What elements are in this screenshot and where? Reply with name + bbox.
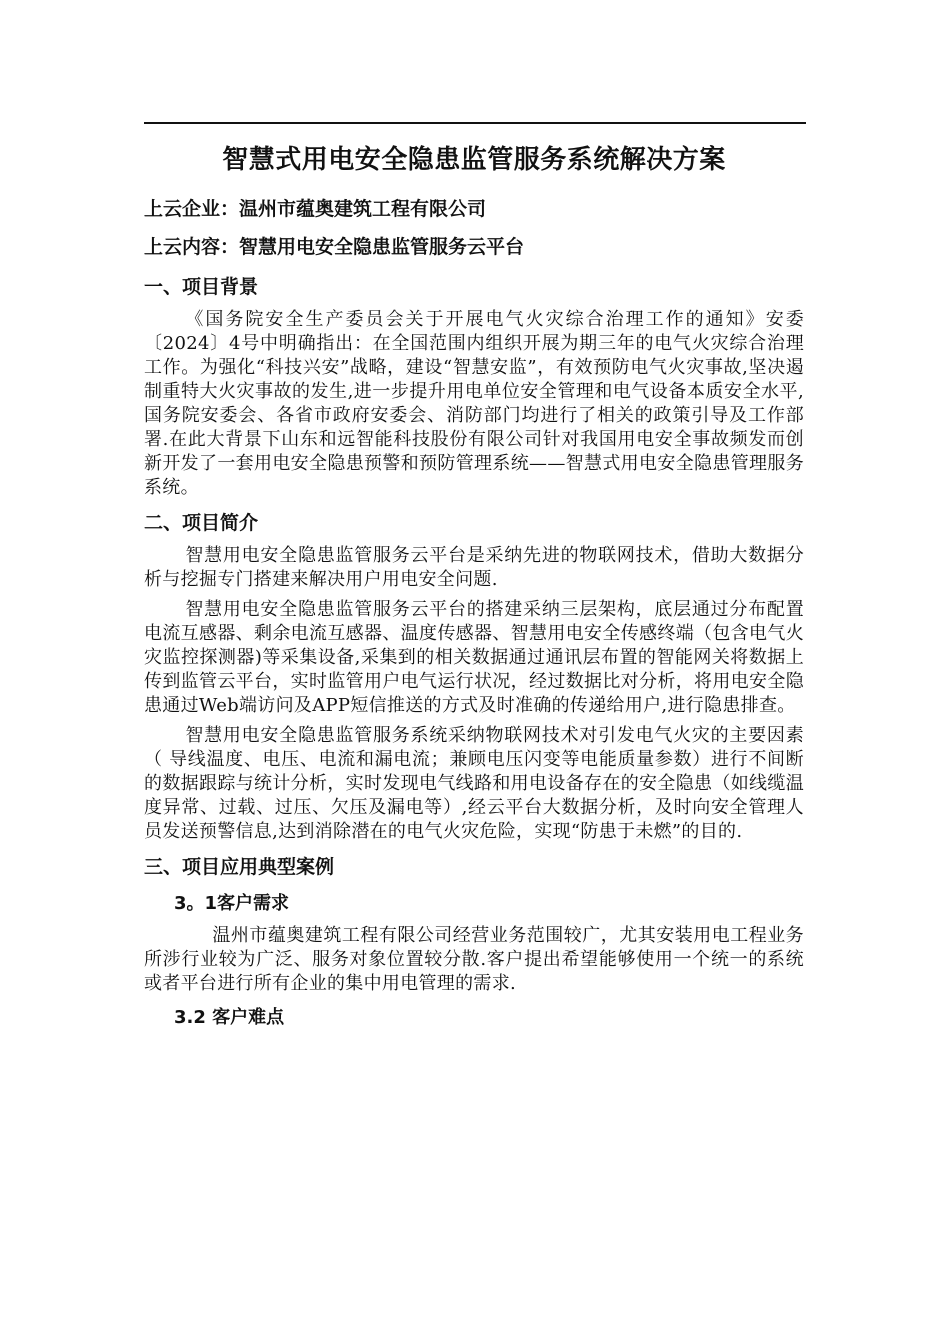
enterprise-value: 温州市蕴奥建筑工程有限公司 xyxy=(239,198,487,220)
section-heading-background: 一、项目背景 xyxy=(144,276,259,298)
customer-needs-paragraph: 温州市蕴奥建筑工程有限公司经营业务范围较广，尤其安装用电工程业务所涉行业较为广泛、服务对象位置较分散.客户提出希望能够使用一个统一的系统或者平台进行所有企业的集中用电管理的需求. xyxy=(144,925,804,994)
subheading-customer-difficulties: 3.2 客户难点 xyxy=(174,1007,285,1028)
intro-paragraph-2: 智慧用电安全隐患监管服务云平台的搭建采纳三层架构，底层通过分布配置电流互感器、剩余电流互感器、温度传感器、智慧用电安全传感终端（包含电气火灾监控探测器)等采集设备,采集到的相关数据通过通讯层布置的智能网关将数据上传到监管云平台，实时监管用户电气运行状况，经过数据比对分析，将用电安全隐患通过Web端访问及APP短信推送的方式及时准确的传递给用户,进行隐患排查。 xyxy=(144,599,804,716)
enterprise-label: 上云企业： xyxy=(144,198,240,220)
cloud-content-line xyxy=(144,232,804,262)
enterprise-line xyxy=(144,194,804,224)
background-paragraph: 《国务院安全生产委员会关于开展电气火灾综合治理工作的通知》安委〔2024〕4号中明确指出：在全国范围内组织开展为期三年的电气火灾综合治理工作。为强化“科技兴安”战略，建设“智慧安监”，有效预防电气火灾事故,坚决遏制重特大火灾事故的发生,进一步提升用电单位安全管理和电气设备本质安全水平,国务院安委会、各省市政府安委会、消防部门均进行了相关的政策引导及工作部署.在此大背景下山东和远智能科技股份有限公司针对我国用电安全事故频发而创新开发了一套用电安全隐患预警和预防管理系统——智慧式用电安全隐患管理服务系统。 xyxy=(144,309,804,498)
intro-paragraph-1: 智慧用电安全隐患监管服务云平台是采纳先进的物联网技术，借助大数据分析与挖掘专门搭建来解决用户用电安全问题. xyxy=(144,545,804,590)
section-heading-intro: 二、项目简介 xyxy=(144,512,259,534)
intro-paragraph-3: 智慧用电安全隐患监管服务系统采纳物联网技术对引发电气火灾的主要因素（ 导线温度、电压、电流和漏电流；兼顾电压闪变等电能质量参数）进行不间断的数据跟踪与统计分析，实时发现电气线路和用电设备存在的安全隐患（如线缆温度异常、过载、过压、欠压及漏电等）,经云平台大数据分析，及时向安全管理人员发送预警信息,达到消除潜在的电气火灾危险，实现“防患于未燃”的目的. xyxy=(144,725,804,842)
document-title: 智慧式用电安全隐患监管服务系统解决方案 xyxy=(222,145,726,175)
section-heading-cases: 三、项目应用典型案例 xyxy=(144,856,335,878)
header-rule xyxy=(144,122,806,124)
subheading-customer-needs: 3。1客户需求 xyxy=(174,893,290,914)
cloud-content-label: 上云内容： xyxy=(144,236,240,258)
cloud-content-value: 智慧用电安全隐患监管服务云平台 xyxy=(239,236,525,258)
document-body xyxy=(144,140,804,1038)
